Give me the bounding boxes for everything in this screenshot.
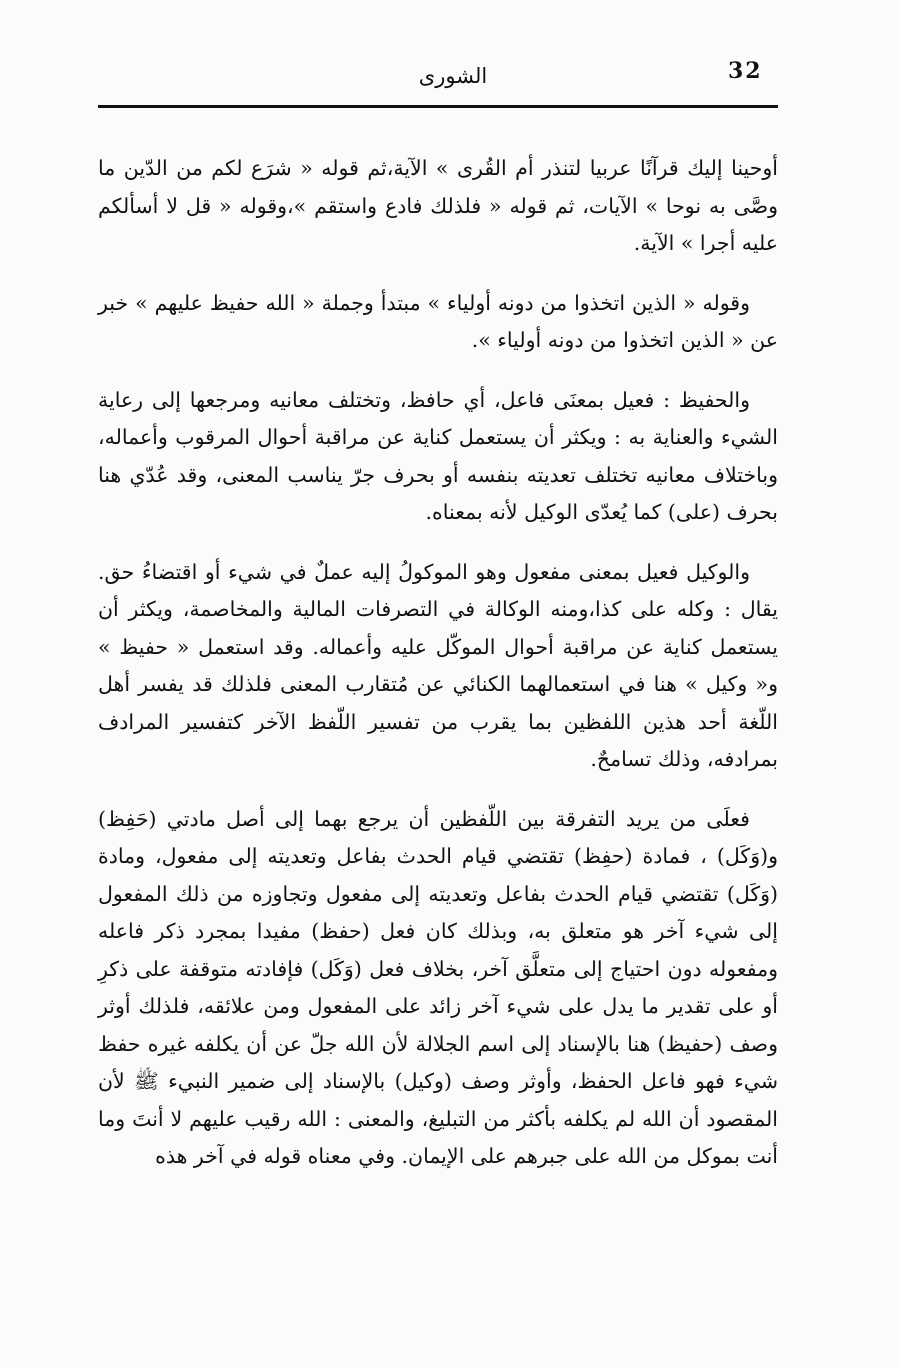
body-text: [98, 150, 778, 1198]
paragraph: والوكيل فعيل بمعنى مفعول وهو الموكولُ إليه عملٌ في شيء أو اقتضاءُ حق. يقال : وكله على كذا،ومنه الوكالة في التصرفات المالية والمخاصمة، ويكثر أن يستعمل كناية عن مراقبة أحوال الموكّل عليه وأعماله. وقد استعمل « حفيظ » و« وكيل » هنا في استعمالهما الكنائي عن مُتقارب المعنى فلذلك قد يفسر أهل اللّغة أحد هذين اللفظين بما يقرب من تفسير اللّفظ الآخر كتفسير المرادف بمرادفه، وذلك تسامحٌ.: [98, 559, 778, 771]
paragraph: وقوله « الذين اتخذوا من دونه أولياء » مبتدأ وجملة « الله حفيظ عليهم » خبر عن « الذين اتخذوا من دونه أولياء ».: [98, 290, 778, 352]
header-rule: [98, 105, 778, 108]
page-header: [98, 56, 778, 100]
page-number: 32: [728, 58, 763, 84]
paragraph: فعلَى من يريد التفرقة بين اللّفظين أن يرجع بهما إلى أصل مادتي (حَفِظ) و(وَكَل) ، فمادة (حفِظ) تقتضي قيام الحدث بفاعل وتعديته إلى مفعول، ومادة (وَكَل) تقتضي قيام الحدث بفاعل وتعديته إلى مفعول وتجاوزه من ذلك المفعول إلى شيء آخر هو متعلق به، وبذلك كان فعل (حفظ) مفيدا بمجرد ذكر فاعله ومفعوله دون احتياج إلى متعلَّق آخر، بخلاف فعل (وَكَل) فإفادته متوقفة على ذكرِ أو على تقدير ما يدل على شيء آخر زائد على المفعول ومن علائقه، فلذلك أوثر وصف (حفيظ) هنا بالإسناد إلى اسم الجلالة لأن الله جلّ عن أن يكلفه غيره حفظ شيء فهو فاعل الحفظ، وأوثر وصف (وكيل) بالإسناد إلى ضمير النبيء ﷺ لأن المقصود أن الله لم يكلفه بأكثر من التبليغ، والمعنى : الله رقيب عليهم لا أنتَ وما أنت بموكل من الله على جبرهم على الإيمان. وفي معناه قوله في آخر هذه: [98, 806, 778, 1168]
paragraph: أوحينا إليك قرآنًا عربيا لتنذر أم القُرى » الآية،ثم قوله « شرَع لكم من الدّين ما وصَّى به نوحا » الآيات، ثم قوله « فلذلك فادع واستقم »،وقوله « قل لا أسألكم عليه أجرا » الآية.: [98, 156, 778, 255]
running-title: الشورى: [418, 64, 488, 88]
paragraph: والحفيظ : فعيل بمعنَى فاعل، أي حافظ، وتختلف معانيه ومرجعها إلى رعاية الشيء والعناية به : ويكثر أن يستعمل كناية عن مراقبة أحوال المرقوب وأعماله، وباختلاف معانيه تختلف تعديته بنفسه أو بحرف جرّ يناسب المعنى، وقد عُدّي هنا بحرف (على) كما يُعدّى الوكيل لأنه بمعناه.: [98, 387, 778, 524]
